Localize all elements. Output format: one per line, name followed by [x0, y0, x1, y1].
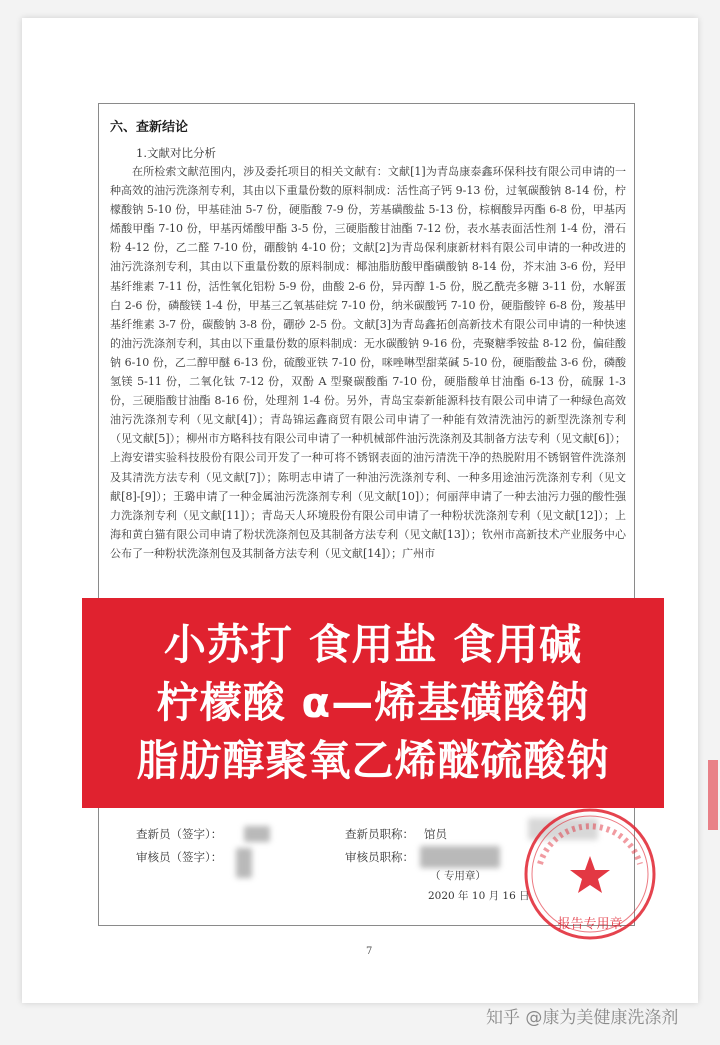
reviewer-title-blurred	[420, 846, 500, 868]
page-number: 7	[366, 946, 373, 957]
banner-line-1: 小苏打 食用盐 食用碱	[163, 620, 583, 669]
searcher-title-value: 馆员	[424, 827, 447, 841]
searcher-signature-blurred	[244, 826, 270, 842]
stamp-text: 报告专用章	[557, 917, 623, 932]
stamp-note: （ 专用章）	[430, 870, 486, 882]
searcher-label: 查新员（签字）：	[136, 827, 223, 841]
edge-stamp-fragment	[706, 760, 720, 830]
searcher-title-label: 查新员职称：	[345, 827, 414, 841]
official-stamp	[520, 804, 660, 944]
reviewer-signature-blurred	[236, 848, 252, 878]
subsection-title: 1.文献对比分析	[136, 146, 216, 160]
body-paragraph: 在所检索文献范围内，涉及委托项目的相关文献有：文献[1]为青岛康泰鑫环保科技有限公司申请的一种高效的油污洗涤剂专利，其由以下重量份数的原料制成：活性高子钙 9-13 份，过氧碳酸钠 8-14 份，柠檬酸钠 5-10 份，甲基硅油 5-7 份，硬脂酸 7-9 份，芳基磺酸盐 5-13 份，棕榈酸异丙酯 6-8 份，甲基丙烯酸甲酯 7-10 份，甲基丙烯酸甲酯 3-5 份，三硬脂酸甘油酯 7-12 份，表水基表面活性剂 1-4 份，滑石粉 4-12 份，乙二醛 7-10 份，硼酸钠 4-10 份；文献[2]为青岛保利康新材料有限公司申请的一种改进的油污洗涤剂专利，其由以下重量份数的原料制成：椰油脂肪酸甲酯磺酸钠 8-14 份，芥末油 3-6 份，羟甲基纤维素 7-11 份，活性氧化铝粉 5-9 份，曲酸 2-6 份，异丙醇 1-5 份，脱乙酰壳多糖 3-11 份，水解蛋白 2-6 份，磷酸镁 1-4 份，甲基三乙氧基硅烷 7-10 份，纳米碳酸钙 7-10 份，硬脂酸锌 6-8 份，羧基甲基纤维素 3-7 份，碳酸钠 3-8 份，硼砂 2-5 份。文献[3]为青岛鑫拓创高新技术有限公司申请的一种快速的油污洗涤剂专利，其由以下重量份数的原料制成：无水碳酸钠 9-16 份，壳聚糖季铵盐 8-12 份，偏硅酸钠 6-10 份，乙二醇甲醚 6-13 份，硫酸亚铁 7-10 份，咪唑啉型甜菜碱 5-10 份，硬脂酸盐 3-6 份，磷酸氢镁 5-11 份，二氧化钛 7-12 份，双酚 A 型聚碳酸酯 7-10 份，硬脂酸单甘油酯 6-13 份，硫脲 1-3 份，三硬脂酸甘油酯 8-16 份，处理剂 1-4 份。另外，青岛宝泰新能源科技有限公司申请了一种绿色高效油污洗涤剂专利（见文献[4]）；青岛锦运鑫商贸有限公司申请了一种能有效清洗油污的新型洗涤剂专利（见文献[5]）；柳州市方略科技有限公司申请了一种机械部件油污洗涤剂及其制备方法专利（见文献[6]）；上海安谱实验科技股份有限公司开发了一种可将不锈钢表面的油污清洗干净的热脱附用不锈钢管件洗涤剂及其清洗方法专利（见文献[7]）；陈明志申请了一种油污洗涤剂专利、一种多用途油污洗涤剂专利（见文献[8]-[9]）；王璐申请了一种金属油污洗涤剂专利（见文献[10]）；何丽萍申请了一种去油污力强的酸性强力洗涤剂专利（见文献[11]）；青岛天人环境股份有限公司申请了一种粉状洗涤剂专利（见文献[12]）；上海和黄白猫有限公司申请了粉状洗涤剂包及其制备方法专利（见文献[13]）；钦州市高新技术产业服务中心公布了一种粉状洗涤剂包及其制备方法专利（见文献[14]）；广州市	[110, 165, 626, 560]
banner-line-2: 柠檬酸 α—烯基磺酸钠	[156, 678, 590, 727]
reviewer-label: 审核员（签字）：	[136, 850, 223, 864]
red-banner	[82, 598, 664, 808]
banner-line-3: 脂肪醇聚氧乙烯醚硫酸钠	[136, 736, 610, 785]
zhihu-watermark: 知乎 @康为美健康洗涤剂	[486, 1008, 679, 1028]
reviewer-title-label: 审核员职称：	[345, 850, 414, 864]
section-title: 六、查新结论	[110, 120, 189, 135]
report-date: 2020 年 10 月 16 日	[428, 890, 530, 902]
